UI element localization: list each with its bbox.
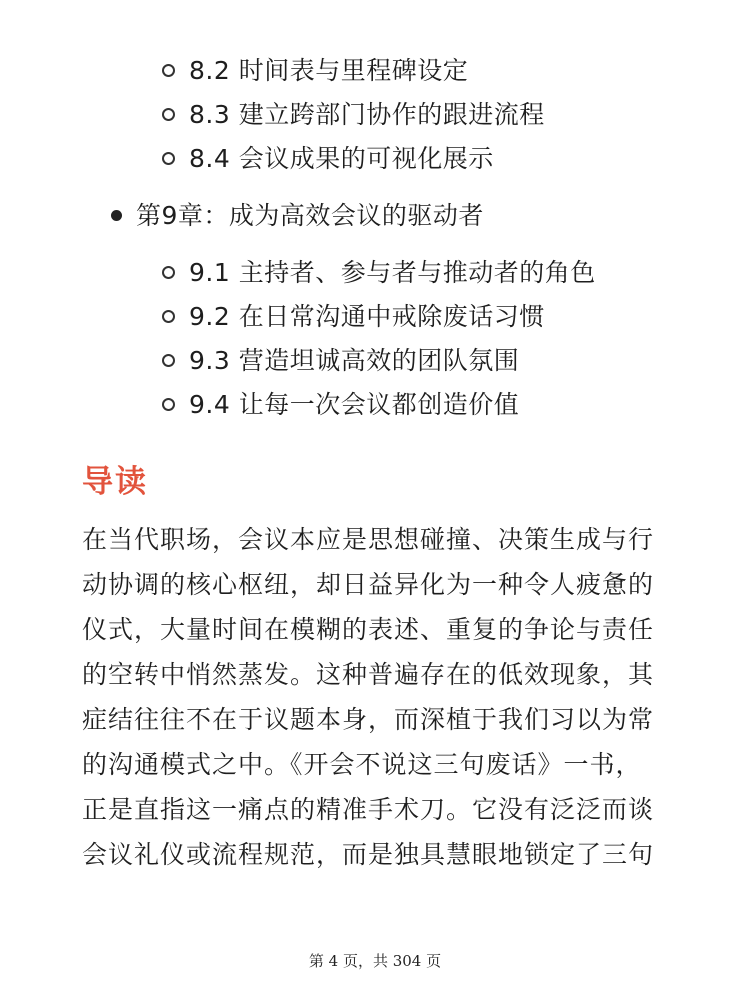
paragraph-line: 动协调的核心枢纽，却日益异化为一种令人疲惫的 [82,570,655,599]
toc-item-label: 8.3 建立跨部门协作的跟进流程 [189,100,545,129]
paragraph-line: 正是直指这一痛点的精准手术刀。它没有泛泛而谈 [82,795,655,824]
intro-paragraph [82,517,672,877]
toc-item-9-3 [162,344,519,378]
toc-item-label: 9.2 在日常沟通中戒除废话习惯 [189,302,545,331]
paragraph-line: 会议礼仪或流程规范，而是独具慧眼地锁定了三句 [82,840,655,869]
filled-bullet-icon [111,210,122,221]
toc-item-label: 9.4 让每一次会议都创造价值 [189,390,520,419]
toc-chapter-label: 第9章：成为高效会议的驱动者 [136,201,484,230]
hollow-bullet-icon [162,398,175,411]
hollow-bullet-icon [162,64,175,77]
toc-item-label: 9.3 营造坦诚高效的团队氛围 [189,346,520,375]
paragraph-line: 的沟通模式之中。《开会不说这三句废话》一书， [82,750,642,779]
paragraph-line: 的空转中悄然蒸发。这种普遍存在的低效现象，其 [82,660,655,689]
hollow-bullet-icon [162,108,175,121]
toc-item-label: 9.1 主持者、参与者与推动者的角色 [189,258,596,287]
hollow-bullet-icon [162,266,175,279]
toc-chapter-9 [111,199,484,233]
hollow-bullet-icon [162,354,175,367]
paragraph-line: 在当代职场，会议本应是思想碰撞、决策生成与行 [82,525,655,554]
toc-item-8-2 [162,54,468,88]
toc-item-8-4 [162,142,494,176]
paragraph-line: 仪式，大量时间在模糊的表述、重复的争论与责任 [82,615,655,644]
section-heading: 导读 [82,464,148,500]
paragraph-line: 症结往往不在于议题本身，而深植于我们习以为常 [82,705,655,734]
hollow-bullet-icon [162,152,175,165]
page-number-footer: 第 4 页，共 304 页 [308,952,442,970]
toc-item-9-2 [162,300,545,334]
toc-item-9-4 [162,388,519,422]
hollow-bullet-icon [162,310,175,323]
toc-item-8-3 [162,98,545,132]
toc-item-label: 8.4 会议成果的可视化展示 [189,144,494,173]
toc-item-9-1 [162,256,596,290]
toc-item-label: 8.2 时间表与里程碑设定 [189,56,469,85]
